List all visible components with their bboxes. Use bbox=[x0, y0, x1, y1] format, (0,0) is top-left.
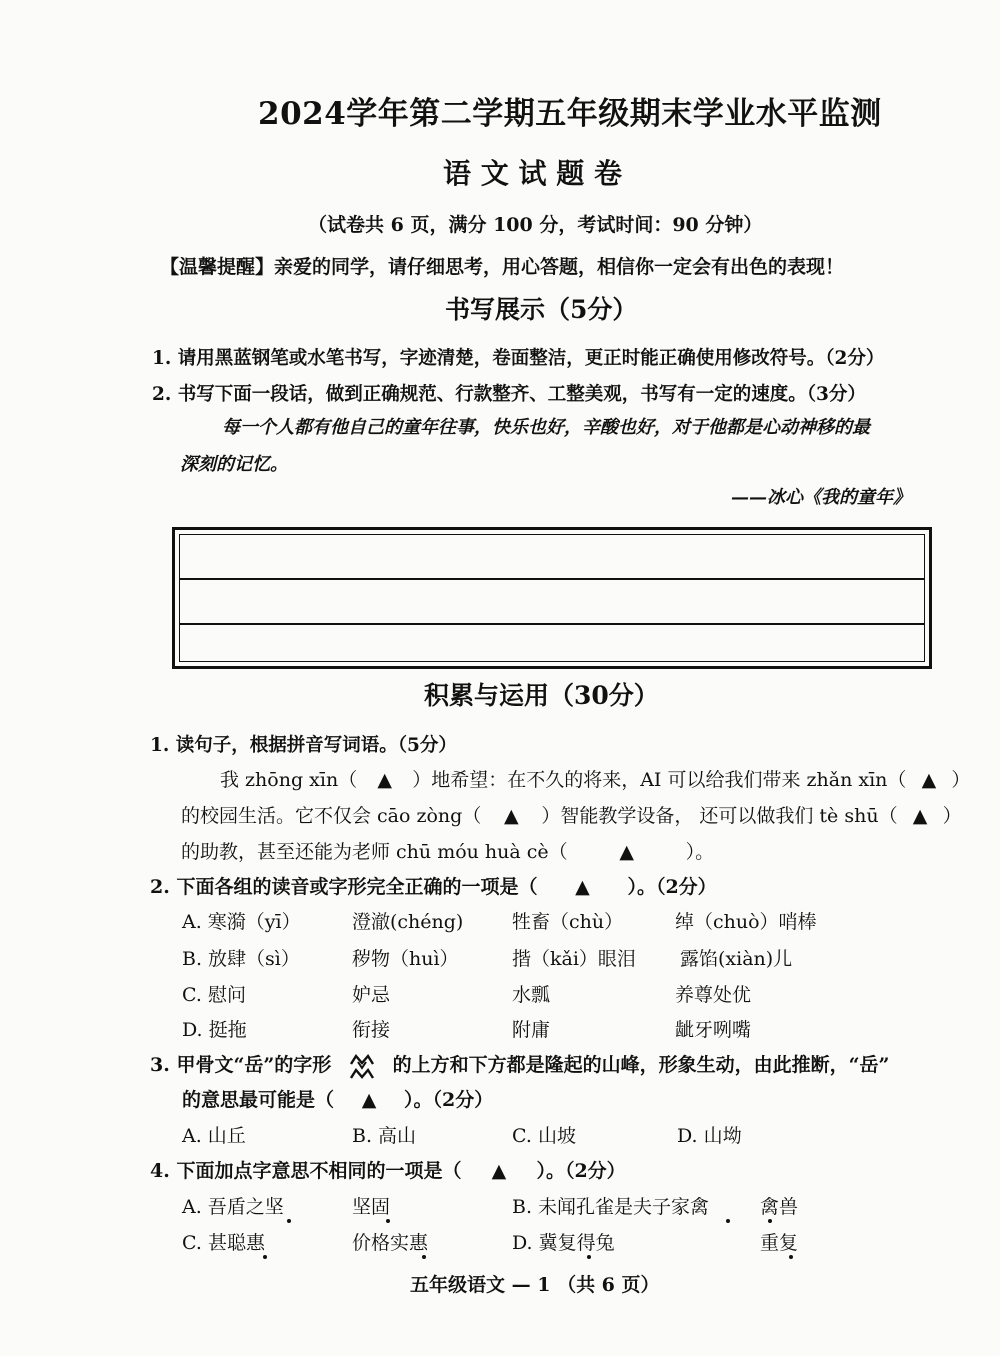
q4-option-b-sentence[interactable]: B. 未闻孔雀是夫子家禽 bbox=[512, 1196, 710, 1218]
q2-option-b-3: 揩（kǎi）眼泪 bbox=[512, 948, 636, 970]
q1-text: ）。 bbox=[685, 841, 715, 863]
triangle-icon: ▲ bbox=[377, 769, 393, 791]
q3-stem-text: 的上方和下方都是隆起的山峰，形象生动，由此推断，“岳” bbox=[392, 1054, 890, 1076]
q3-stem-text: 的意思最可能是（ bbox=[182, 1089, 335, 1111]
q4-option-a-word: 坚固 bbox=[352, 1196, 391, 1218]
writing-box-inner bbox=[179, 534, 925, 662]
answer-blank-caozong[interactable] bbox=[481, 805, 541, 827]
triangle-icon: ▲ bbox=[491, 1160, 507, 1182]
q1-text: 我 zhōng xīn（ bbox=[220, 769, 358, 791]
passage-line-1: 每一个人都有他自己的童年往事，快乐也好，辛酸也好，对于他都是心动神移的最 bbox=[222, 417, 870, 438]
triangle-icon: ▲ bbox=[575, 876, 590, 898]
q1-text: ） bbox=[951, 769, 971, 791]
q1-text: ）智能教学设备， 还可以做我们 tè shū（ bbox=[541, 805, 898, 827]
answer-blank-q2[interactable] bbox=[537, 876, 627, 898]
q3-stem-text: ）。（2分） bbox=[404, 1089, 494, 1111]
q2-option-c-2: 妒忌 bbox=[352, 984, 391, 1006]
q3-stem-text: 3. 甲骨文“岳”的字形 bbox=[150, 1054, 332, 1076]
triangle-icon: ▲ bbox=[619, 841, 634, 863]
q2-option-a-4: 绰（chuò）哨棒 bbox=[675, 911, 817, 933]
q3-option-d[interactable]: D. 山坳 bbox=[677, 1125, 742, 1147]
exam-info: （试卷共 6 页，满分 100 分，考试时间：90 分钟） bbox=[308, 214, 763, 236]
q2-option-c-3: 水瓢 bbox=[512, 984, 551, 1006]
triangle-icon: ▲ bbox=[912, 805, 928, 827]
section-heading-accumulation: 积累与运用（30分） bbox=[424, 681, 659, 710]
emphasis-dot bbox=[587, 1255, 591, 1259]
emphasis-dot bbox=[789, 1255, 793, 1259]
emphasis-dot bbox=[422, 1255, 426, 1259]
passage-line-2: 深刻的记忆。 bbox=[180, 454, 288, 475]
section-heading-writing: 书写展示（5分） bbox=[445, 295, 638, 324]
oracle-bone-yue-icon bbox=[347, 1052, 377, 1082]
q2-option-a-3: 牲畜（chù） bbox=[512, 911, 624, 933]
triangle-icon: ▲ bbox=[361, 1089, 377, 1111]
emphasis-dot bbox=[726, 1219, 730, 1223]
oracle-bone-glyph bbox=[338, 1052, 386, 1080]
answer-blank-zhanxin[interactable] bbox=[906, 769, 951, 791]
writing-box[interactable] bbox=[172, 527, 932, 669]
q4-option-d-word: 重复 bbox=[760, 1232, 799, 1254]
q4-option-b-word: 禽兽 bbox=[760, 1196, 799, 1218]
q3-stem-line-2 bbox=[182, 1085, 493, 1112]
reminder-text: 【温馨提醒】亲爱的同学，请仔细思考，用心答题，相信你一定会有出色的表现！ bbox=[160, 256, 845, 278]
q2-option-b-2: 秽物（huì） bbox=[352, 948, 459, 970]
page-footer: 五年级语文 — 1 （共 6 页） bbox=[410, 1274, 660, 1296]
q2-stem bbox=[150, 872, 717, 899]
q3-option-a[interactable]: A. 山丘 bbox=[182, 1125, 246, 1147]
q2-option-d-3: 附庸 bbox=[512, 1019, 551, 1041]
q2-stem-text: 2. 下面各组的读音或字形完全正确的一项是（ bbox=[150, 876, 538, 898]
q2-option-b-1[interactable]: B. 放肆（sì） bbox=[182, 948, 300, 970]
q4-stem-text: ）。（2分） bbox=[536, 1160, 626, 1182]
q4-option-c-word: 价格实惠 bbox=[352, 1232, 429, 1254]
triangle-icon: ▲ bbox=[921, 769, 937, 791]
q4-option-c-sentence[interactable]: C. 甚聪惠 bbox=[182, 1232, 265, 1254]
writing-question-1: 1. 请用黑蓝钢笔或水笔书写，字迹清楚，卷面整洁，更正时能正确使用修改符号。（2分） bbox=[152, 348, 885, 369]
q2-option-d-4: 龇牙咧嘴 bbox=[675, 1019, 752, 1041]
q1-line-2 bbox=[181, 801, 962, 828]
exam-subtitle: 语 文 试 题 卷 bbox=[443, 157, 622, 190]
q4-stem bbox=[150, 1156, 626, 1183]
answer-blank-q3[interactable] bbox=[334, 1089, 404, 1111]
passage-attribution: ——冰心《我的童年》 bbox=[731, 487, 911, 508]
q4-stem-text: 4. 下面加点字意思不相同的一项是（ bbox=[150, 1160, 462, 1182]
answer-blank-choumou[interactable] bbox=[568, 841, 686, 863]
exam-title: 2024学年第二学期五年级期末学业水平监测 bbox=[258, 96, 882, 132]
q2-option-c-4: 养尊处优 bbox=[675, 984, 752, 1006]
q2-option-b-4: 露馅(xiàn)儿 bbox=[680, 948, 793, 970]
writing-question-2: 2. 书写下面一段话，做到正确规范、行款整齐、工整美观，书写有一定的速度。（3分） bbox=[152, 384, 866, 405]
q3-stem-line-1 bbox=[150, 1050, 889, 1080]
q4-option-a-sentence[interactable]: A. 吾盾之坚 bbox=[182, 1196, 284, 1218]
emphasis-dot bbox=[768, 1219, 772, 1223]
q2-stem-text: ）。（2分） bbox=[627, 876, 717, 898]
q1-text: 的助教，甚至还能为老师 chū móu huà cè（ bbox=[181, 841, 568, 863]
answer-blank-q4[interactable] bbox=[461, 1160, 536, 1182]
q4-option-d-sentence[interactable]: D. 冀复得兔 bbox=[512, 1232, 615, 1254]
q1-line-1 bbox=[220, 765, 970, 792]
writing-line bbox=[180, 623, 924, 625]
q1-text: ） bbox=[942, 805, 962, 827]
q2-option-a-1[interactable]: A. 寒漪（yī） bbox=[182, 911, 301, 933]
q1-text: 的校园生活。它不仅会 cāo zòng（ bbox=[181, 805, 482, 827]
q1-text: ）地希望：在不久的将来，AI 可以给我们带来 zhǎn xīn（ bbox=[412, 769, 907, 791]
q2-option-d-1[interactable]: D. 挺拖 bbox=[182, 1019, 247, 1041]
answer-blank-zhongxin[interactable] bbox=[357, 769, 412, 791]
q1-line-3 bbox=[181, 837, 714, 864]
q3-option-b[interactable]: B. 高山 bbox=[352, 1125, 417, 1147]
q2-option-d-2: 衔接 bbox=[352, 1019, 391, 1041]
q3-option-c[interactable]: C. 山坡 bbox=[512, 1125, 576, 1147]
emphasis-dot bbox=[287, 1219, 291, 1223]
emphasis-dot bbox=[386, 1219, 390, 1223]
emphasis-dot bbox=[263, 1255, 267, 1259]
q1-stem: 1. 读句子，根据拼音写词语。（5分） bbox=[150, 735, 457, 756]
q2-option-c-1[interactable]: C. 慰问 bbox=[182, 984, 246, 1006]
answer-blank-teshu[interactable] bbox=[898, 805, 943, 827]
writing-line bbox=[180, 578, 924, 580]
triangle-icon: ▲ bbox=[504, 805, 519, 827]
q2-option-a-2: 澄澈(chéng) bbox=[352, 911, 464, 933]
